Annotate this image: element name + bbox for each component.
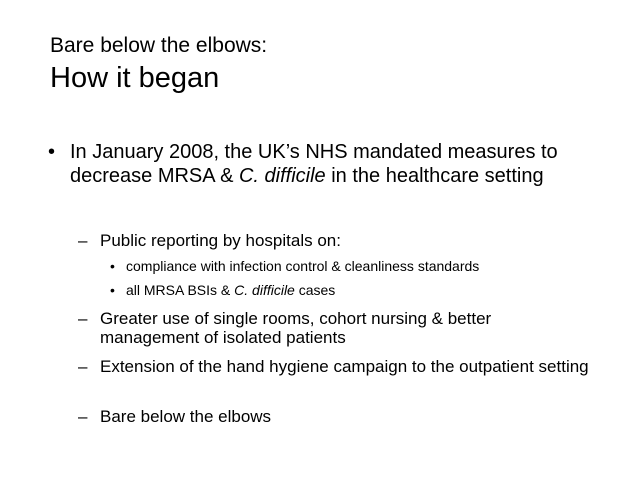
sub-bullet-text: Extension of the hand hygiene campaign to the outpatient setting bbox=[100, 357, 589, 376]
sub-bullet-hand-hygiene bbox=[78, 357, 618, 376]
slide-subtitle: Bare below the elbows: bbox=[50, 34, 268, 57]
bullet-text-part: in the healthcare setting bbox=[325, 164, 544, 187]
sub-bullet-text: Public reporting by hospitals on: bbox=[100, 231, 341, 250]
bullet-marker: • bbox=[48, 141, 56, 163]
dash-marker: – bbox=[78, 407, 88, 426]
bullet-marker: • bbox=[110, 258, 115, 274]
dash-marker: – bbox=[78, 231, 88, 250]
sub-sub-bullet-text: compliance with infection control & cleanliness standards bbox=[126, 258, 480, 274]
bullet-main bbox=[48, 141, 618, 188]
bullet-marker: • bbox=[110, 282, 115, 298]
sub-sub-bullet-compliance bbox=[110, 258, 620, 275]
bullet-text-italic: C. difficile bbox=[238, 164, 326, 187]
sub-bullet-bare-below-elbows bbox=[78, 407, 618, 426]
sub-sub-bullet-text-italic: C. difficile bbox=[234, 282, 295, 298]
dash-marker: – bbox=[78, 357, 88, 376]
dash-marker: – bbox=[78, 309, 88, 328]
sub-sub-bullet-text bbox=[126, 282, 620, 299]
sub-bullet-public-reporting bbox=[78, 231, 618, 250]
sub-bullet-single-rooms bbox=[78, 309, 618, 347]
bullet-text bbox=[70, 141, 618, 188]
bullet-text-part: In January 2008, the UK’s NHS mandated measures to decrease MRSA & bbox=[70, 141, 558, 187]
slide-title: How it began bbox=[50, 62, 220, 94]
sub-sub-bullet-text-part: cases bbox=[294, 282, 336, 298]
sub-sub-bullet-text-part: all MRSA BSIs & bbox=[126, 282, 235, 298]
sub-bullet-text: Greater use of single rooms, cohort nursing & better management of isolated patients bbox=[100, 309, 492, 347]
sub-bullet-text: Bare below the elbows bbox=[100, 407, 272, 426]
sub-sub-bullet-mrsa-cases bbox=[110, 282, 620, 299]
